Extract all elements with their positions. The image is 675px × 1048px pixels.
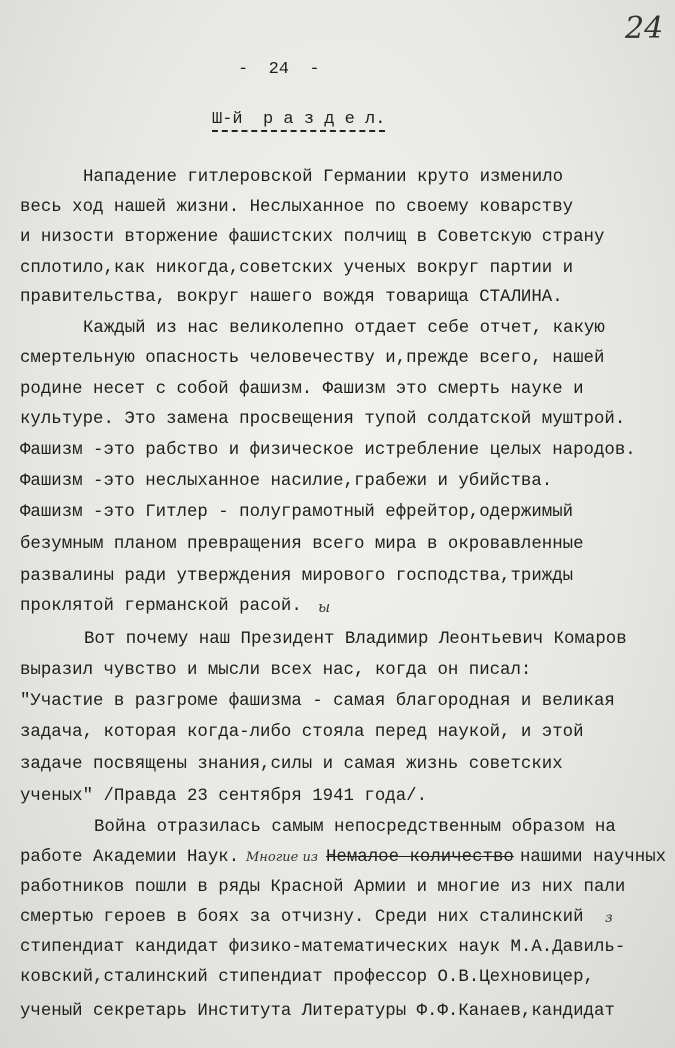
text-line: проклятой германской расой. (20, 597, 302, 616)
text-line: культуре. Это замена просвещения тупой солдатской муштрой. (20, 410, 626, 429)
section-heading: Ш-й р а з д е л. (212, 110, 385, 132)
text-line: задача, которая когда-либо стояла перед наукой, и этой (20, 723, 584, 742)
text-line: Фашизм -это рабство и физическое истребление целых народов. (20, 441, 636, 460)
text-line: ученых" /Правда 23 сентября 1941 года/. (20, 787, 428, 806)
text-line: родине несет с собой фашизм. Фашизм это смерть науке и (20, 380, 584, 399)
text-line: Каждый из нас великолепно отдает себе отчет, какую (83, 319, 605, 338)
text-line: Вот почему наш Президент Владимир Леонтьевич Комаров (84, 630, 627, 649)
text-line: смертельную опасность человечеству и,прежде всего, нашей (20, 349, 605, 368)
text-line: нашими научных (520, 848, 667, 867)
text-line: ковский,сталинский стипендиат профессор О.В.Цехновицер, (20, 968, 594, 987)
text-line: весь ход нашей жизни. Неслыханное по своему коварству (20, 198, 574, 217)
text-line: Нападение гитлеровской Германии круто изменило (83, 168, 564, 187)
handwritten-correction: з (605, 910, 613, 926)
text-line: Фашизм -это Гитлер - полуграмотный ефрейтор,одержимый (20, 503, 574, 522)
text-line: задаче посвящены знания,силы и самая жизнь советских (20, 755, 563, 774)
text-line: "Участие в разгроме фашизма - самая благородная и великая (20, 692, 615, 711)
text-line: выразил чувство и мысли всех нас, когда он писал: (20, 661, 532, 680)
handwritten-correction: ы (318, 598, 331, 616)
text-line: ученый секретарь Института Литературы Ф.Ф.Канаев,кандидат (20, 1002, 615, 1021)
text-line: работников пошли в ряды Красной Армии и многие из них пали (20, 878, 626, 897)
struck-text: Немалое количество (326, 848, 514, 867)
text-line: развалины ради утверждения мирового господства,трижды (20, 567, 574, 586)
text-line: Война отразилась самым непосредственным образом на (94, 818, 616, 837)
text-line: сплотило,как никогда,советских ученых вокруг партии и (20, 259, 574, 278)
text-line: смертью героев в боях за отчизну. Среди них сталинский (20, 908, 584, 927)
text-line: стипендиат кандидат физико-математических наук М.А.Давиль- (20, 938, 626, 957)
text-line: работе Академии Наук. (20, 848, 240, 867)
page-number: - 24 - (238, 60, 320, 79)
text-line: правительства, вокруг нашего вождя товарища СТАЛИНА. (20, 288, 563, 307)
handwritten-insertion: Многие из (246, 850, 318, 865)
text-line: безумным планом превращения всего мира в окровавленные (20, 535, 584, 554)
archive-sheet-number: 24 (625, 11, 664, 46)
text-line: Фашизм -это неслыханное насилие,грабежи и убийства. (20, 472, 553, 491)
text-line: и низости вторжение фашистских полчищ в Советскую страну (20, 228, 605, 247)
